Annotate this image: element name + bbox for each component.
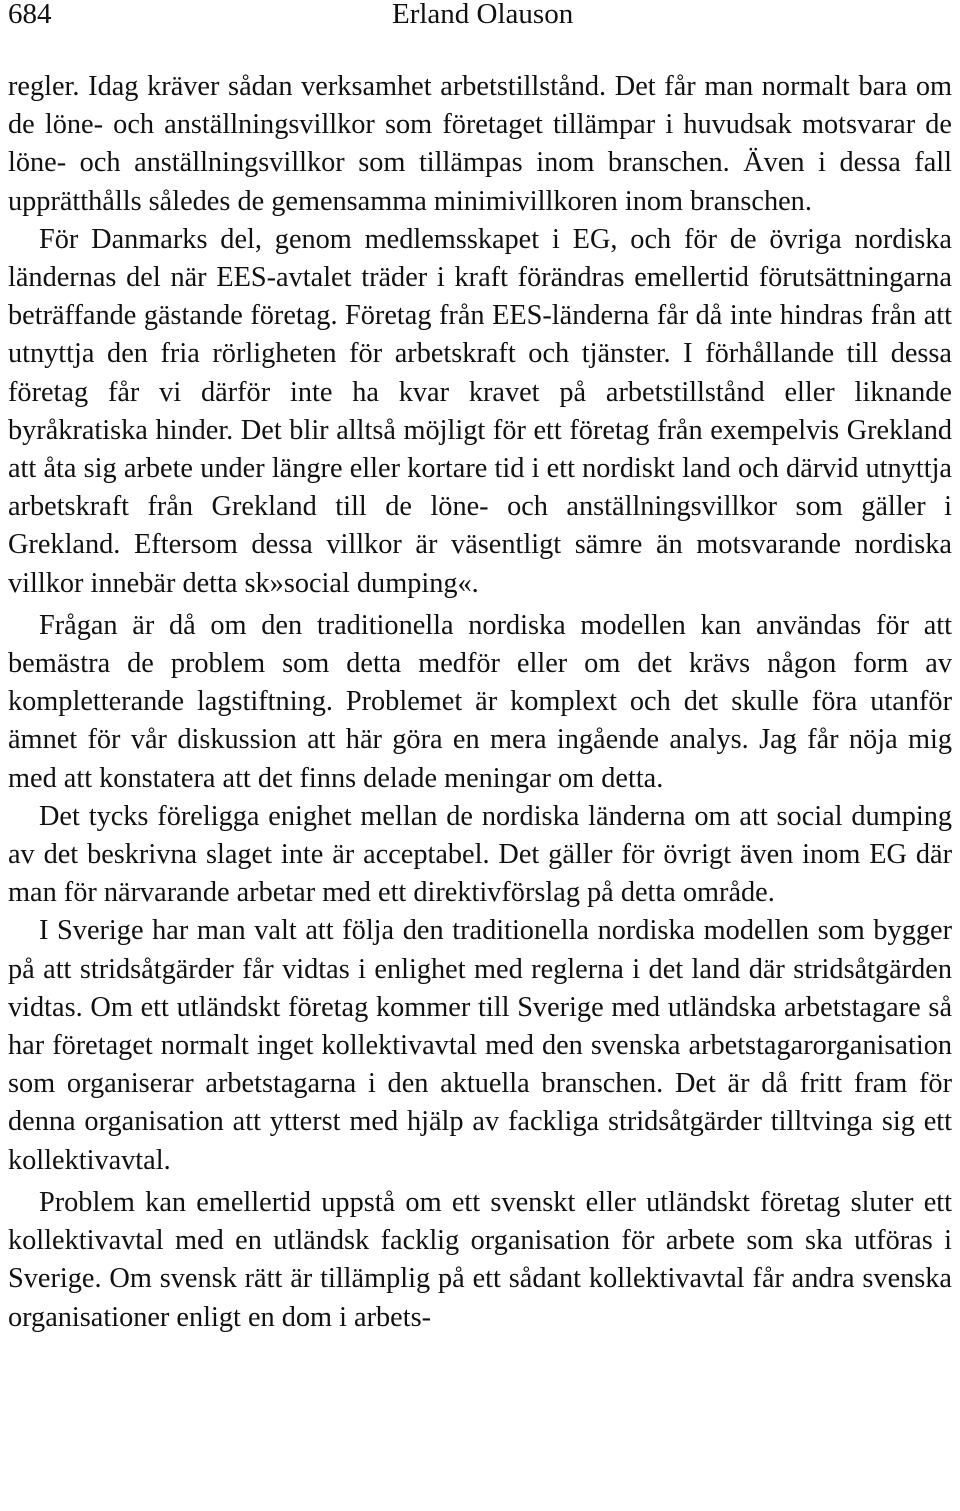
body-text xyxy=(8,68,952,1337)
running-head-author: Erland Olauson xyxy=(392,0,574,30)
paragraph-fragan: Frågan är då om den traditionella nordiska modellen kan användas för att bemästra de problem som detta medför eller om det krävs någon form av kompletterande lagstiftning. Problemet är komplext och det skulle föra utanför ämnet för vår diskussion att här göra en mera ingående analys. Jag får nöja mig med att konstatera att det finns delade meningar om detta. xyxy=(8,609,952,794)
paragraph-continued: regler. Idag kräver sådan verksamhet arbetstillstånd. Det får man normalt bara om de löne- och anställningsvillkor som företaget tillämpar i huvudsak motsvarar de löne- och anställningsvillkor som tillämpas inom branschen. Även i dessa fall upprätthålls således de gemensamma minimivillkoren inom branschen. xyxy=(8,71,952,217)
page-header xyxy=(8,0,954,34)
paragraph-danmark-ees: För Danmarks del, genom medlemsskapet i EG, och för de övriga nordiska ländernas del när EES-avtalet träder i kraft förändras emellertid förutsättningarna beträffande gästande företag. Företag från EES-länderna får då inte hindras från att utnyttja den fria rörligheten för arbetskraft och tjänster. I förhållande till dessa företag får vi därför inte ha kvar kravet på arbetstillstånd eller liknande byråkratiska hinder. Det blir alltså möjligt för ett företag från exempelvis Grekland att åta sig arbete under längre eller kortare tid i ett nordiskt land och därvid utnyttja arbetskraft från Grekland till de löne- och anställningsvillkor som gäller i Grekland. Eftersom dessa villkor är väsentligt sämre än motsvarande nordiska villkor innebär detta sk»social dumping«. xyxy=(8,223,952,599)
paragraph-problem: Problem kan emellertid uppstå om ett svenskt eller utländskt företag sluter ett kollektivavtal med en utländsk facklig organisation för arbete som ska utföras i Sverige. Om svensk rätt är tillämplig på ett sådant kollektivavtal får andra svenska organisationer enligt en dom i arbets- xyxy=(8,1186,952,1333)
page-number: 684 xyxy=(8,0,52,30)
paragraph-enighet: Det tycks föreligga enighet mellan de nordiska länderna om att social dumping av det beskrivna slaget inte är acceptabel. Det gäller för övrigt även inom EG där man för närvarande arbetar med ett direktivförslag på detta område. xyxy=(8,800,952,909)
paragraph-sverige: I Sverige har man valt att följa den traditionella nordiska modellen som bygger på att stridsåtgärder får vidtas i enlighet med reglerna i det land där stridsåtgärden vidtas. Om ett utländskt företag kommer till Sverige med utländska arbetstagare så har företaget normalt inget kollektivavtal med den svenska arbetstagarorganisation som organiserar arbetstagarna i den aktuella branschen. Det är då fritt fram för denna organisation att ytterst med hjälp av fackliga stridsåtgärder tilltvinga sig ett kollektivavtal. xyxy=(8,915,952,1176)
